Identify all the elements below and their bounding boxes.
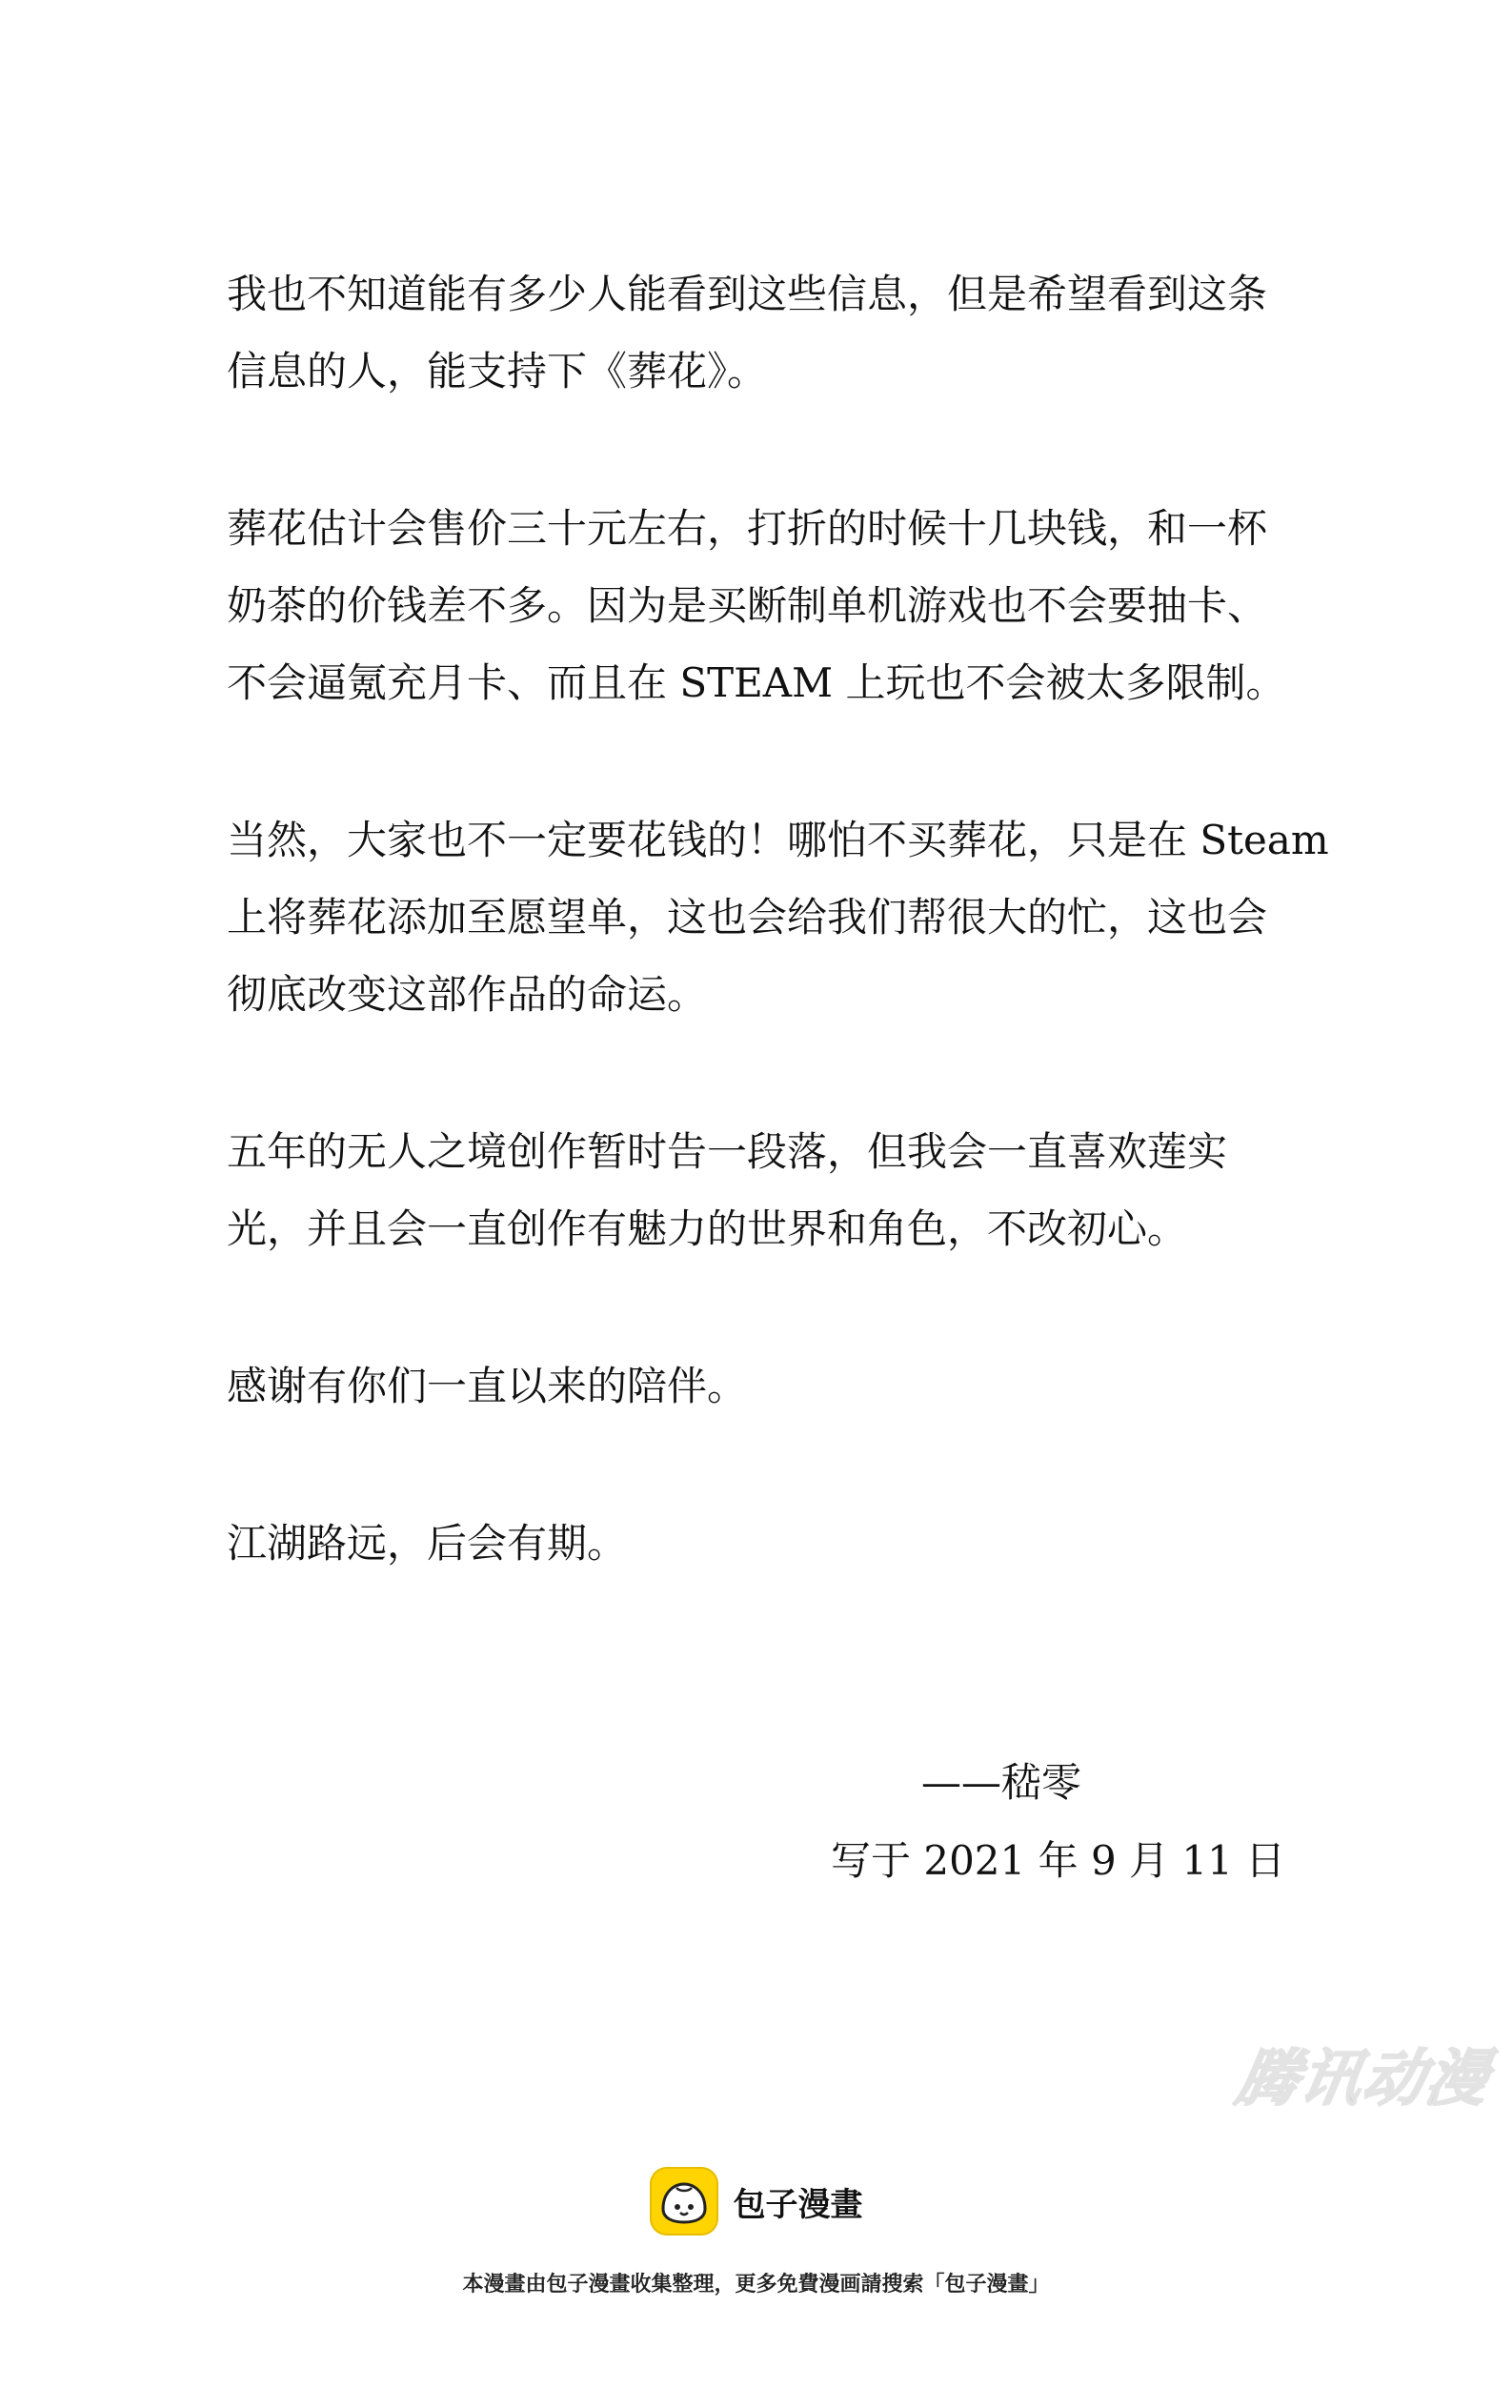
date-line: 写于 2021 年 9 月 11 日 — [831, 1837, 1286, 1884]
footer-note: 本漫畫由包子漫畫收集整理，更多免費漫画請搜索「包子漫畫」 — [462, 2273, 1050, 2297]
text-line: 当然，大家也不一定要花钱的！哪怕不买葬花，只是在 Steam — [227, 817, 1329, 863]
paragraph — [227, 801, 1329, 1033]
brand-name: 包子漫畫 — [733, 2185, 863, 2224]
paragraph — [227, 490, 1286, 721]
text-line: 光，并且会一直创作有魅力的世界和角色，不改初心。 — [227, 1205, 1188, 1252]
text-line: 上将葬花添加至愿望单，这也会给我们帮很大的忙，这也会 — [227, 894, 1268, 941]
brand-bar — [0, 2167, 1512, 2236]
text-line: 江湖路远，后会有期。 — [227, 1520, 628, 1567]
text-line: 彻底改变这部作品的命运。 — [227, 971, 708, 1018]
text-line: 葬花估计会售价三十元左右，打折的时候十几块钱，和一杯 — [227, 505, 1268, 552]
bun-face-icon — [650, 2167, 718, 2236]
text-line: 我也不知道能有多少人能看到这些信息，但是希望看到这条 — [227, 271, 1268, 317]
signature: ——嵇零 — [921, 1759, 1082, 1806]
text-line: 不会逼氪充月卡、而且在 STEAM 上玩也不会被太多限制。 — [227, 659, 1286, 706]
paragraph — [227, 255, 1275, 410]
paragraph — [227, 1113, 1275, 1267]
paragraph — [227, 1347, 1275, 1425]
text-line: 奶茶的价钱差不多。因为是买断制单机游戏也不会要抽卡、 — [227, 582, 1268, 629]
watermark-logo: 腾讯动漫 — [1231, 2044, 1496, 2115]
text-line: 信息的人，能支持下《葬花》。 — [227, 348, 768, 395]
text-line: 感谢有你们一直以来的陪伴。 — [227, 1363, 748, 1409]
text-line: 五年的无人之境创作暂时告一段落，但我会一直喜欢莲实 — [227, 1128, 1228, 1175]
letter-body — [227, 255, 1329, 1582]
paragraph — [227, 1505, 1275, 1582]
